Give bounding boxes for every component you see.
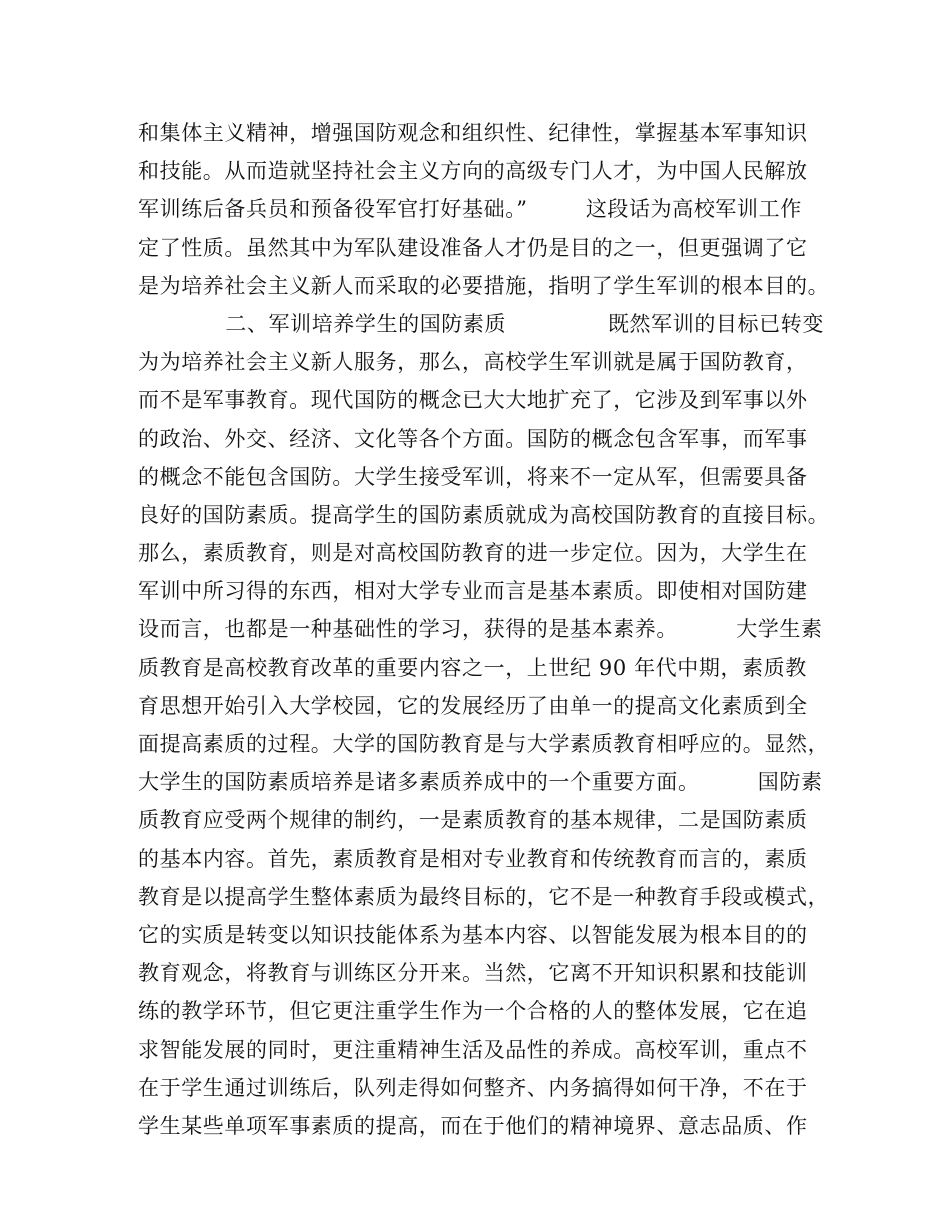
- text-line: 定了性质。虽然其中为军队建设准备人才仍是目的之一，但更强调了它: [138, 235, 808, 260]
- text-line: 大学生的国防素质培养是诸多素质养成中的一个重要方面。 国防素: [138, 770, 823, 795]
- text-line: 教育观念，将教育与训练区分开来。当然，它离不开知识积累和技能训: [138, 961, 808, 986]
- text-line: 育思想开始引入大学校园，它的发展经历了由单一的提高文化素质到全: [138, 693, 808, 718]
- text-line: 军训练后备兵员和预备役军官打好基础。” 这段话为高校军训工作: [138, 197, 802, 222]
- text-line: 为为培养社会主义新人服务，那么，高校学生军训就是属于国防教育，: [138, 350, 808, 375]
- body-text: [138, 114, 828, 1145]
- text-line: 良好的国防素质。提高学生的国防素质就成为高校国防教育的直接目标。: [138, 502, 830, 527]
- section-heading-line: 二、军训培养学生的国防素质 既然军训的目标已转变: [138, 311, 824, 336]
- text-line: 质教育是高校教育改革的重要内容之一，上世纪 90 年代中期，素质教: [138, 655, 807, 680]
- text-line: 的政治、外交、经济、文化等各个方面。国防的概念包含军事，而军事: [138, 426, 808, 451]
- text-line: 练的教学环节，但它更注重学生作为一个合格的人的整体发展，它在追: [138, 999, 808, 1024]
- text-line: 设而言，也都是一种基础性的学习，获得的是基本素养。 大学生素: [138, 617, 823, 642]
- text-line: 学生某些单项军事素质的提高，而在于他们的精神境界、意志品质、作: [138, 1113, 808, 1138]
- text-line: 它的实质是转变以知识技能体系为基本内容、以智能发展为根本目的的: [138, 922, 808, 947]
- text-line: 面提高素质的过程。大学的国防教育是与大学素质教育相呼应的。显然，: [138, 732, 830, 756]
- text-line: 那么，素质教育，则是对高校国防教育的进一步定位。因为，大学生在: [138, 541, 808, 566]
- text-line: 是为培养社会主义新人而采取的必要措施，指明了学生军训的根本目的。: [138, 273, 830, 298]
- text-line: 而不是军事教育。现代国防的概念已大大地扩充了，它涉及到军事以外: [138, 388, 808, 413]
- text-line: 质教育应受两个规律的制约，一是素质教育的基本规律，二是国防素质: [138, 808, 808, 833]
- text-line: 的概念不能包含国防。大学生接受军训，将来不一定从军，但需要具备: [138, 464, 808, 489]
- text-line: 军训中所习得的东西，相对大学专业而言是基本素质。即使相对国防建: [138, 579, 808, 604]
- text-line: 和集体主义精神，增强国防观念和组织性、纪律性，掌握基本军事知识: [138, 121, 808, 145]
- text-line: 的基本内容。首先，素质教育是相对专业教育和传统教育而言的，素质: [138, 846, 808, 871]
- text-line: 在于学生通过训练后，队列走得如何整齐、内务搞得如何干净，不在于: [138, 1075, 808, 1100]
- text-line: 求智能发展的同时，更注重精神生活及品性的养成。高校军训，重点不: [138, 1037, 808, 1062]
- text-line: 教育是以提高学生整体素质为最终目标的，它不是一种教育手段或模式，: [138, 884, 830, 909]
- text-line: 和技能。从而造就坚持社会主义方向的高级专门人才，为中国人民解放: [138, 159, 808, 184]
